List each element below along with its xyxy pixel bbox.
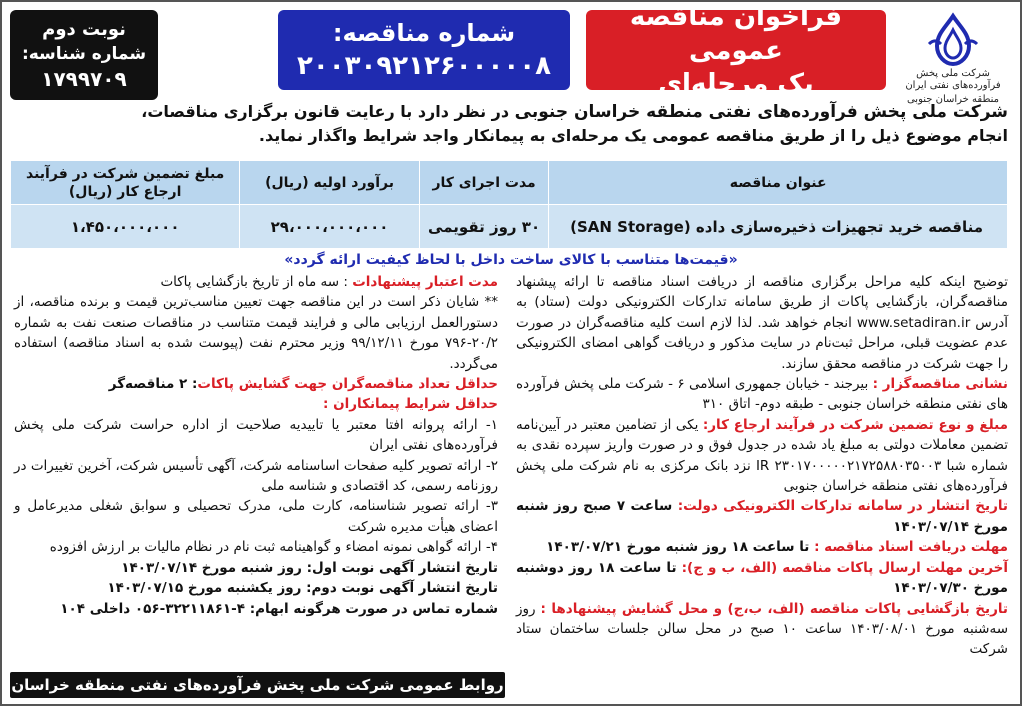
cell-title: مناقصه خرید تجهیزات ذخیره‌سازی داده (SAN Storage) bbox=[549, 205, 1008, 249]
title-line1: فراخوان مناقصه عمومی bbox=[629, 2, 843, 66]
contact-text: ۴-۳۲۲۱۱۸۶۱-۰۵۶ داخلی ۱۰۴ bbox=[60, 600, 250, 617]
intro-line2: انجام موضوع ذیل را از طریق مناقصه عمومی یک مرحله‌ای به پیمانکار واجد شرایط واگذار نماید. bbox=[258, 126, 1008, 145]
logo-line2: منطقه خراسان جنوبی bbox=[906, 94, 1000, 105]
intro-text bbox=[14, 100, 1008, 148]
id-value: ۱۷۹۹۷۰۹ bbox=[41, 67, 127, 91]
tender-table bbox=[10, 160, 1008, 249]
validity-text: : سه ماه از تاریخ بازگشایی پاکات bbox=[160, 274, 353, 290]
guarantee-text: یکی از تضامین معتبر در آیین‌نامه تضمین معاملات دولتی به مبلغ یاد شده در جدول فوق و در صورت واریز سپرده نقدی به شماره شبا IR ۲۳۰۱۷۰۰۰۰۰۲۱۷۲۵۸۸۰۳۵۰۰۳ نزد بانک مرکزی به نام شرکت ملی پخش فرآورده‌های نفتی منطقه خراسان جنوبی bbox=[516, 416, 1008, 495]
col-duration: مدت اجرای کار bbox=[419, 161, 549, 205]
opening-label: تاریخ بازگشایی پاکات مناقصه (الف، ب،ج) و محل گشایش پیشنهادها : bbox=[540, 600, 1008, 617]
second-publish-text: روز یکشنبه مورخ ۱۴۰۳/۰۷/۱۵ bbox=[107, 580, 307, 597]
price-note: ** شایان ذکر است در این مناقصه جهت تعیین مناسب‌ترین قیمت و برنده مناقصه، از دستورالعمل ارزیابی مالی و فرایند قیمت متناسب در مناقصات صنعت نفت به شماره ۲۰/۲-۷۹۶ مورخ ۹۹/۱۲/۱۱ وزیر محترم نفت (پیوست شده به اسناد مناقصه) استفاده می‌گردد. bbox=[14, 294, 498, 372]
requirement-3: ۳- ارائه تصویر شناسنامه، کارت ملی، مدرک تحصیلی و سوابق شغلی مدیرعامل و اعضای هیأت مدیره شرکت bbox=[14, 498, 498, 535]
company-logo bbox=[894, 14, 1012, 104]
requirement-1: ۱- ارائه پروانه افتا معتبر یا تاییدیه صلاحیت از اداره حراست شرکت ملی پخش فرآورده‌های نفتی ایران bbox=[14, 416, 498, 454]
min-bidders-text: : ۲ مناقصه‌گر bbox=[108, 376, 198, 393]
min-bidders-label: حداقل تعداد مناقصه‌گران جهت گشایش پاکات bbox=[197, 376, 498, 393]
logo-line1: شرکت ملی پخش فرآورده‌های نفتی ایران bbox=[905, 68, 1001, 91]
table-row bbox=[11, 205, 1008, 249]
send-label: آخرین مهلت ارسال پاکات مناقصه (الف، ب و ج): bbox=[681, 559, 1009, 576]
validity-label: مدت اعتبار پیشنهادات bbox=[352, 274, 498, 290]
flame-logo-icon bbox=[925, 14, 981, 66]
cell-duration: ۳۰ روز تقویمی bbox=[419, 205, 549, 249]
opening-text: روز سه‌شنبه مورخ ۱۴۰۳/۰۸/۰۱ ساعت ۱۰ صبح در محل سالن جلسات ساختمان ستاد شرکت bbox=[516, 600, 1008, 658]
left-column bbox=[14, 272, 498, 619]
receive-label: مهلت دریافت اسناد مناقصه : bbox=[814, 539, 1008, 556]
second-publish-label: تاریخ انتشار آگهی نوبت دوم: bbox=[306, 580, 498, 597]
requirements-label: حداقل شرایط پیمانکاران : bbox=[323, 396, 498, 413]
col-guarantee: مبلغ تضمین شرکت در فرآیند ارجاع کار (ریال) bbox=[11, 161, 240, 205]
table-header-row bbox=[11, 161, 1008, 205]
notice-title bbox=[586, 2, 886, 99]
id-label: شماره شناسه: bbox=[21, 44, 147, 64]
tender-number-value: ۲۰۰۳۰۹۲۱۲۶۰۰۰۰۰۸ bbox=[297, 51, 551, 81]
publish-label: تاریخ انتشار در سامانه تدارکات الکترونیکی دولت: bbox=[677, 498, 1008, 515]
tender-number-label: شماره مناقصه: bbox=[332, 19, 516, 47]
footer-public-relations: روابط عمومی شرکت ملی پخش فرآورده‌های نفتی منطقه خراسان جنوبی bbox=[10, 672, 505, 698]
col-title: عنوان مناقصه bbox=[549, 161, 1008, 205]
guarantee-label: مبلغ و نوع تضمین شرکت در فرآیند ارجاع کار: bbox=[702, 416, 1008, 433]
round-label: نوبت دوم bbox=[42, 19, 126, 40]
first-publish-text: روز شنبه مورخ ۱۴۰۳/۰۷/۱۴ bbox=[121, 559, 307, 576]
publish-text: ساعت ۷ صبح روز شنبه مورخ ۱۴۰۳/۰۷/۱۴ bbox=[516, 498, 1008, 535]
cell-estimate: ۲۹،۰۰۰،۰۰۰،۰۰۰ bbox=[240, 205, 419, 249]
first-publish-label: تاریخ انتشار آگهی نوبت اول: bbox=[306, 559, 498, 576]
title-line2: یک مرحله‌ای bbox=[658, 69, 814, 99]
tender-number-box bbox=[278, 10, 570, 90]
address-text: بیرجند - خیابان جمهوری اسلامی ۶ - شرکت ملی پخش فرآورده های نفتی منطقه خراسان جنوبی - طبقه دوم- اتاق ۳۱۰ bbox=[516, 376, 1008, 413]
cell-guarantee: ۱،۴۵۰،۰۰۰،۰۰۰ bbox=[11, 205, 240, 249]
round-box bbox=[10, 10, 158, 100]
intro-line1-rest: در نظر دارد با رعایت قانون برگزاری مناقصات، bbox=[141, 102, 515, 121]
requirement-2: ۲- ارائه تصویر کلیه صفحات اساسنامه شرکت، آگهی تأسیس شرکت، آخرین تغییرات در روزنامه رسمی، کد اقتصادی و شناسه ملی bbox=[14, 457, 498, 495]
intro-company: شرکت ملی پخش فرآورده‌های نفتی منطقه خراسان جنوبی bbox=[514, 102, 1008, 122]
col-estimate: برآورد اولیه (ریال) bbox=[240, 161, 419, 205]
right-column bbox=[516, 272, 1008, 660]
quality-note: «قیمت‌ها متناسب با کالای ساخت داخل با لحاظ کیفیت ارائه گردد» bbox=[284, 252, 738, 268]
contact-label: شماره تماس در صورت هرگونه ابهام: bbox=[249, 600, 498, 617]
description-paragraph: توضیح اینکه کلیه مراحل برگزاری مناقصه از دریافت اسناد مناقصه تا ارائه پیشنهاد مناقصه‌گران، بازگشایی پاکات از طریق سامانه تدارکات الکترونیکی دولت (ستاد) به آدرس www.setadiran.ir انجام خواهد شد. لذا لازم است کلیه مناقصه‌گران در صورت عدم عضویت قبلی، مراحل ثبت‌نام در سایت مذکور و دریافت گواهی امضای الکترونیکی را جهت شرکت در مناقصه محقق سازند. bbox=[516, 274, 1008, 372]
receive-text: تا ساعت ۱۸ روز شنبه مورخ ۱۴۰۳/۰۷/۲۱ bbox=[546, 539, 815, 556]
address-label: نشانی مناقصه‌گزار : bbox=[872, 376, 1008, 393]
send-text: تا ساعت ۱۸ روز دوشنبه مورخ ۱۴۰۳/۰۷/۳۰ bbox=[516, 559, 1008, 597]
header bbox=[6, 2, 1016, 105]
requirement-4: ۴- ارائه گواهی نمونه امضاء و گواهینامه ثبت نام در نظام مالیات بر ارزش افزوده bbox=[49, 539, 498, 556]
